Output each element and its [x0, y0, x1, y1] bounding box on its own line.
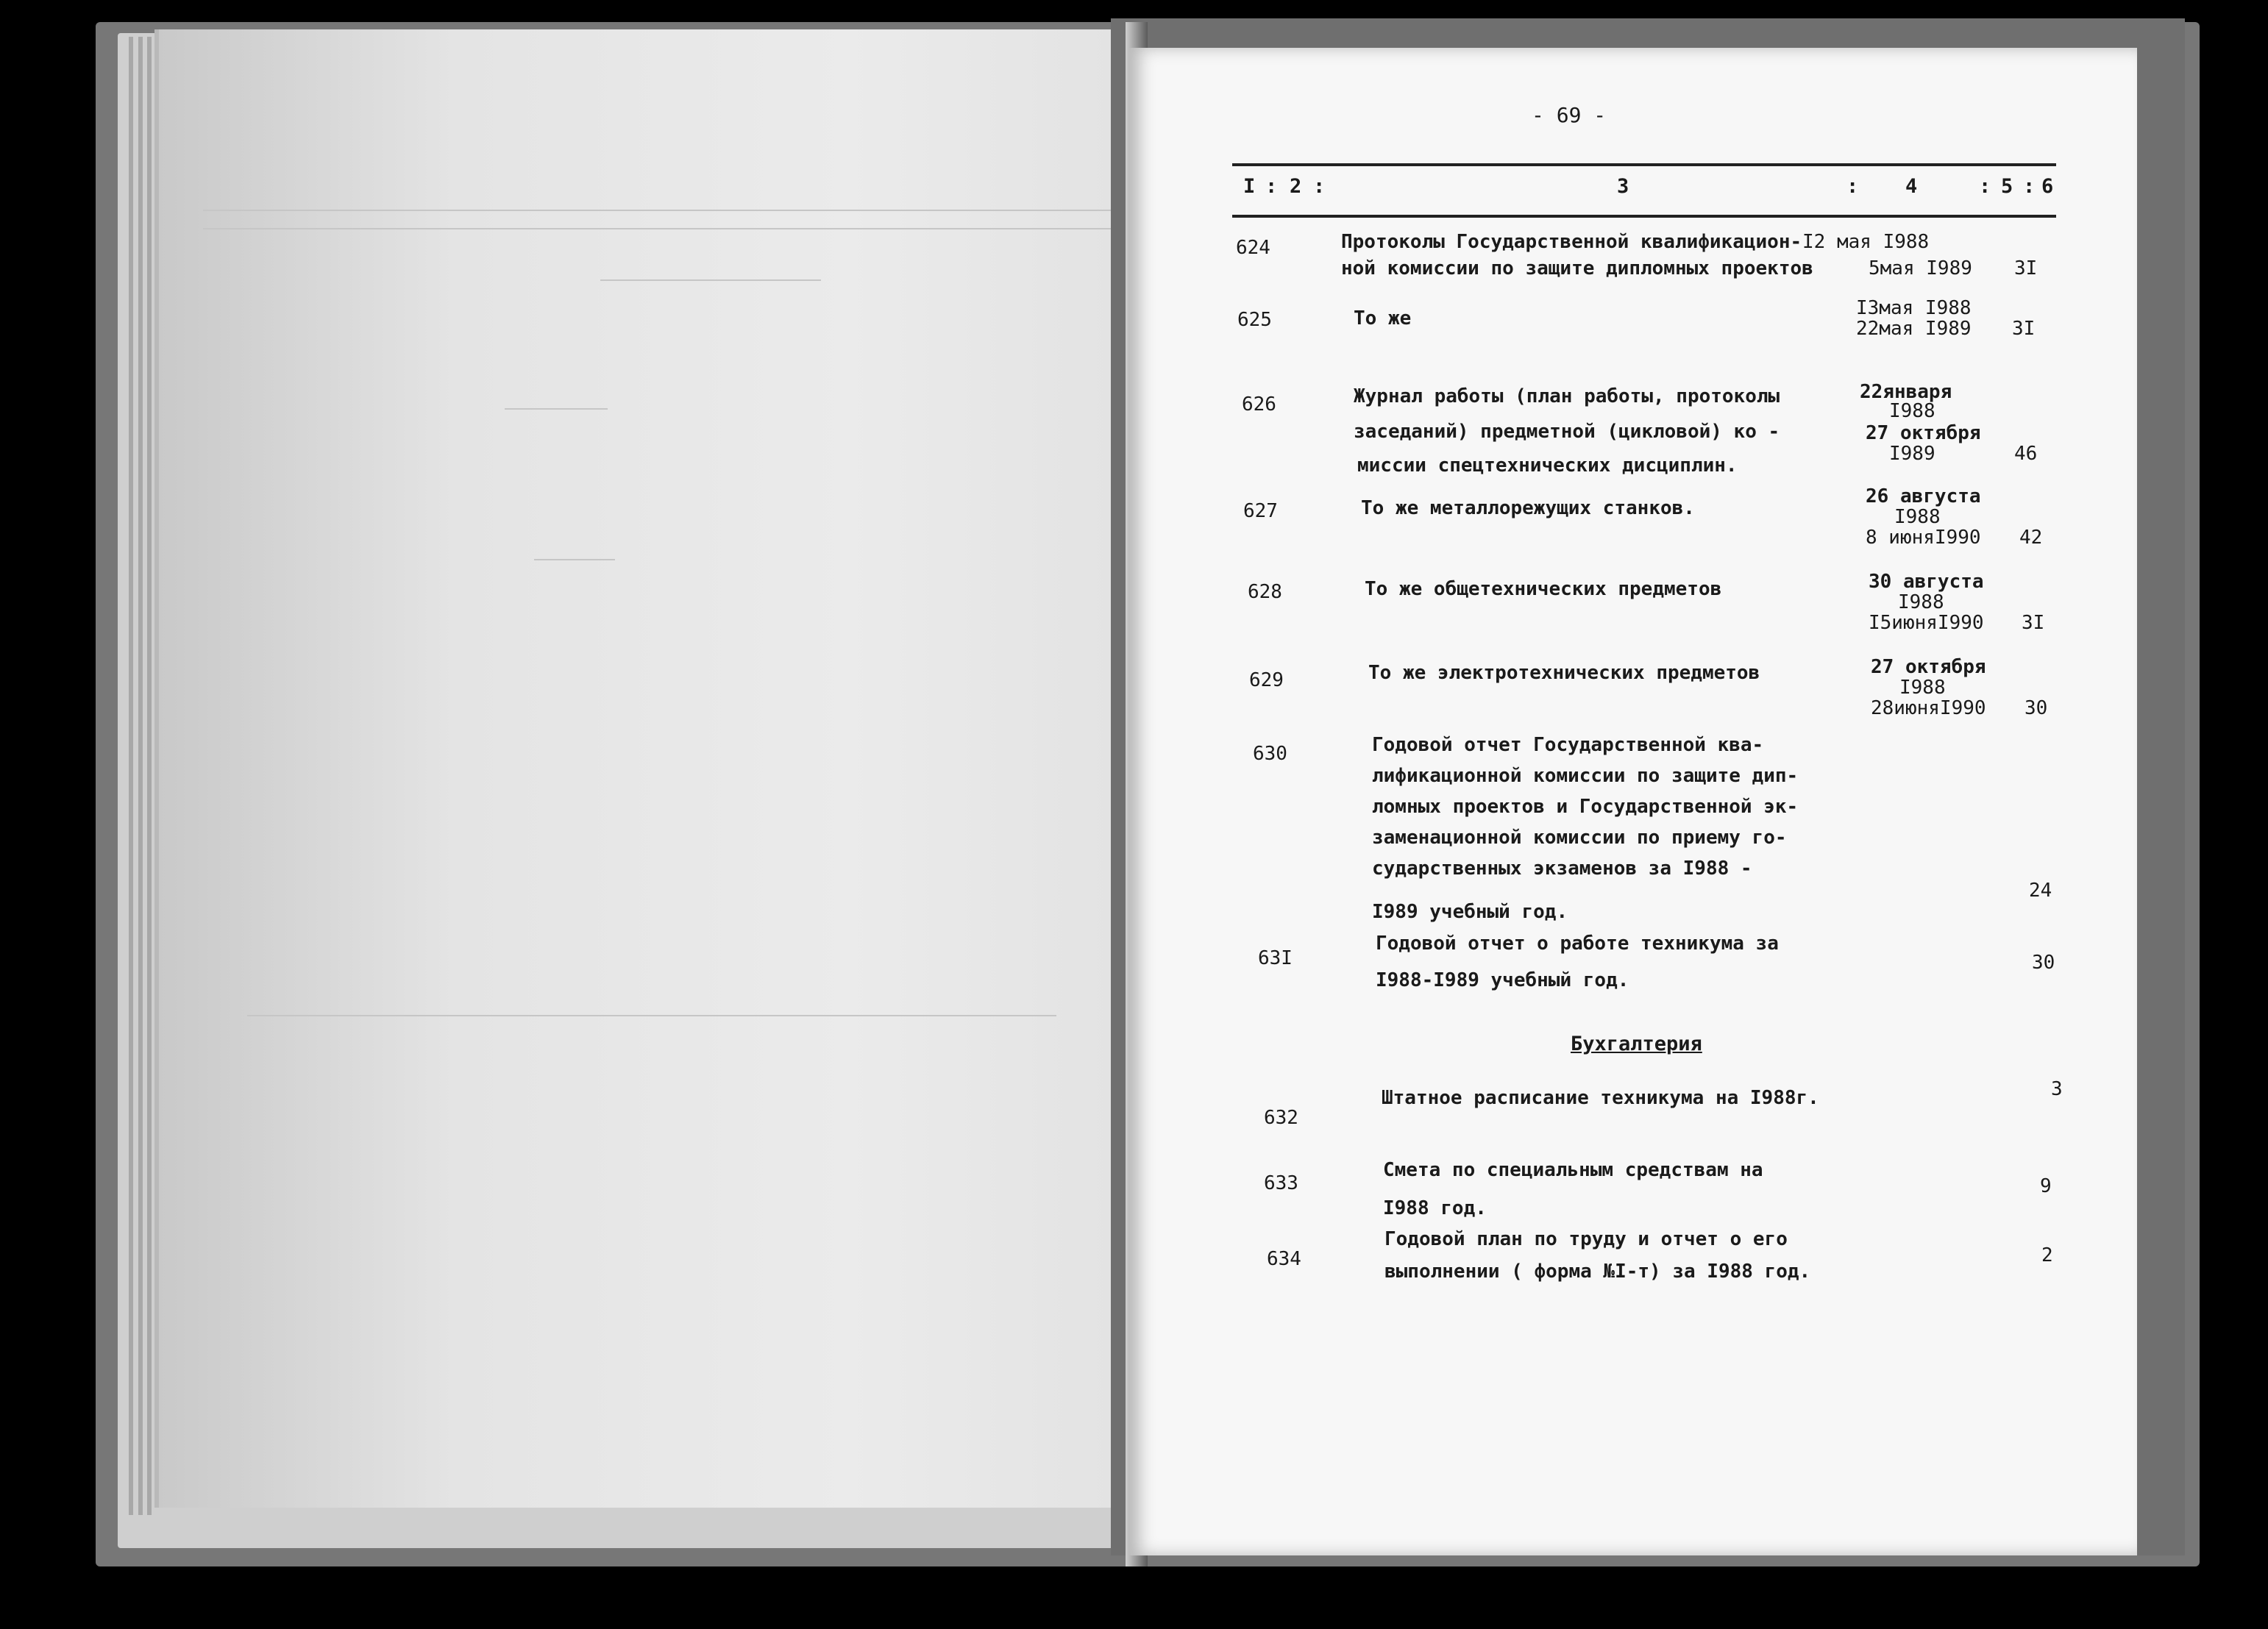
row-date: 26 августа: [1866, 485, 1981, 507]
row-pages: 9: [2040, 1175, 2052, 1197]
page-edge: [129, 37, 133, 1515]
header-col-3: 3: [1617, 175, 1629, 198]
row-date: I988: [1889, 400, 1935, 422]
page-edge: [147, 37, 152, 1515]
row-title-line: То же общетехнических предметов: [1365, 578, 1722, 600]
faded-rule: [600, 279, 821, 281]
row-number: 632: [1264, 1107, 1298, 1129]
row-title-line: ной комиссии по защите дипломных проектов: [1341, 257, 1813, 279]
row-pages: 30: [2025, 697, 2048, 719]
faded-rule: [534, 559, 615, 560]
row-pages: 3: [2051, 1078, 2063, 1100]
header-sep: :: [1313, 175, 1326, 198]
row-title-line: Штатное расписание техникума на I988г.: [1382, 1087, 1819, 1109]
row-title-line: Протоколы Государственной квалификацион-: [1341, 231, 1802, 253]
row-title-line: Годовой отчет о работе техникума за: [1376, 933, 1779, 955]
header-top-rule: [1232, 163, 2056, 166]
row-number: 626: [1242, 393, 1276, 416]
row-title-line: миссии спецтехнических дисциплин.: [1357, 455, 1738, 477]
row-date: I989: [1889, 443, 1935, 465]
row-pages: 42: [2019, 527, 2043, 549]
row-title-line: Журнал работы (план работы, протоколы: [1354, 385, 1780, 407]
row-date: 22мая I989: [1856, 318, 1972, 340]
row-title-line: ломных проектов и Государственной эк-: [1372, 796, 1799, 818]
row-title-line: заменационной комиссии по приему го-: [1372, 827, 1787, 849]
header-sep: :: [1979, 175, 1991, 198]
row-number: 63I: [1258, 947, 1293, 969]
row-title-line: выполнении ( форма №I-т) за I988 год.: [1384, 1261, 1811, 1283]
row-number: 634: [1267, 1248, 1301, 1270]
header-sep: :: [1265, 175, 1278, 198]
row-title-line: Смета по специальным средствам на: [1383, 1159, 1763, 1181]
row-title-line: лификационной комиссии по защите дип-: [1372, 765, 1799, 787]
row-date: 22января: [1860, 381, 1952, 403]
row-date: I988: [1898, 591, 1944, 613]
faded-rule: [247, 1015, 1056, 1016]
faded-rule: [203, 210, 1115, 211]
row-pages: 30: [2032, 952, 2055, 974]
row-date: I988: [1899, 677, 1946, 699]
row-number: 633: [1264, 1172, 1298, 1194]
header-col-5: 5: [2001, 175, 2013, 198]
page-number: - 69 -: [1532, 103, 1607, 127]
header-sep: :: [1846, 175, 1859, 198]
row-pages: 3I: [2014, 257, 2038, 279]
row-title-line: I988-I989 учебный год.: [1376, 969, 1629, 991]
row-title-line: То же: [1354, 307, 1412, 329]
row-date: 8 июняI990: [1866, 527, 1981, 549]
row-number: 624: [1236, 237, 1270, 259]
row-date: I2 мая I988: [1802, 231, 1930, 253]
row-title-line: Годовой план по труду и отчет о его: [1384, 1228, 1788, 1250]
row-title-line: То же металлорежущих станков.: [1361, 497, 1695, 519]
header-bottom-rule: [1232, 215, 2056, 218]
row-date: I3мая I988: [1856, 297, 1972, 319]
row-title-line: Годовой отчет Государственной ква-: [1372, 734, 1764, 756]
header-col-1: I: [1243, 175, 1256, 198]
page-edge: [138, 37, 143, 1515]
row-number: 630: [1253, 743, 1287, 765]
row-date: 5мая I989: [1869, 257, 1972, 279]
header-sep: :: [2023, 175, 2036, 198]
row-date: 27 октября: [1871, 656, 1986, 678]
row-date: I5июняI990: [1869, 612, 1984, 634]
row-pages: 24: [2029, 880, 2052, 902]
row-title-line: I989 учебный год.: [1372, 901, 1568, 923]
left-page: [154, 29, 1145, 1508]
section-title: Бухгалтерия: [1571, 1033, 1702, 1055]
row-pages: 46: [2014, 443, 2038, 465]
faded-rule: [203, 228, 1115, 229]
row-number: 628: [1248, 581, 1282, 603]
row-date: 27 октября: [1866, 422, 1981, 444]
row-pages: 2: [2041, 1244, 2053, 1266]
row-title-line: То же электротехнических предметов: [1368, 662, 1760, 684]
row-title-line: I988 год.: [1383, 1197, 1487, 1219]
row-pages: 3I: [2022, 612, 2045, 634]
header-col-6: 6: [2041, 175, 2054, 198]
row-date: 30 августа: [1869, 571, 1984, 593]
row-number: 625: [1237, 309, 1272, 331]
header-col-4: 4: [1905, 175, 1918, 198]
row-number: 629: [1249, 669, 1284, 691]
row-date: I988: [1894, 506, 1941, 528]
header-col-2: 2: [1290, 175, 1302, 198]
faded-rule: [505, 408, 608, 410]
row-title-line: сударственных экзаменов за I988 -: [1372, 858, 1752, 880]
row-number: 627: [1243, 500, 1278, 522]
row-pages: 3I: [2012, 318, 2036, 340]
row-title-line: заседаний) предметной (цикловой) ко -: [1354, 421, 1780, 443]
row-date: 28июняI990: [1871, 697, 1986, 719]
